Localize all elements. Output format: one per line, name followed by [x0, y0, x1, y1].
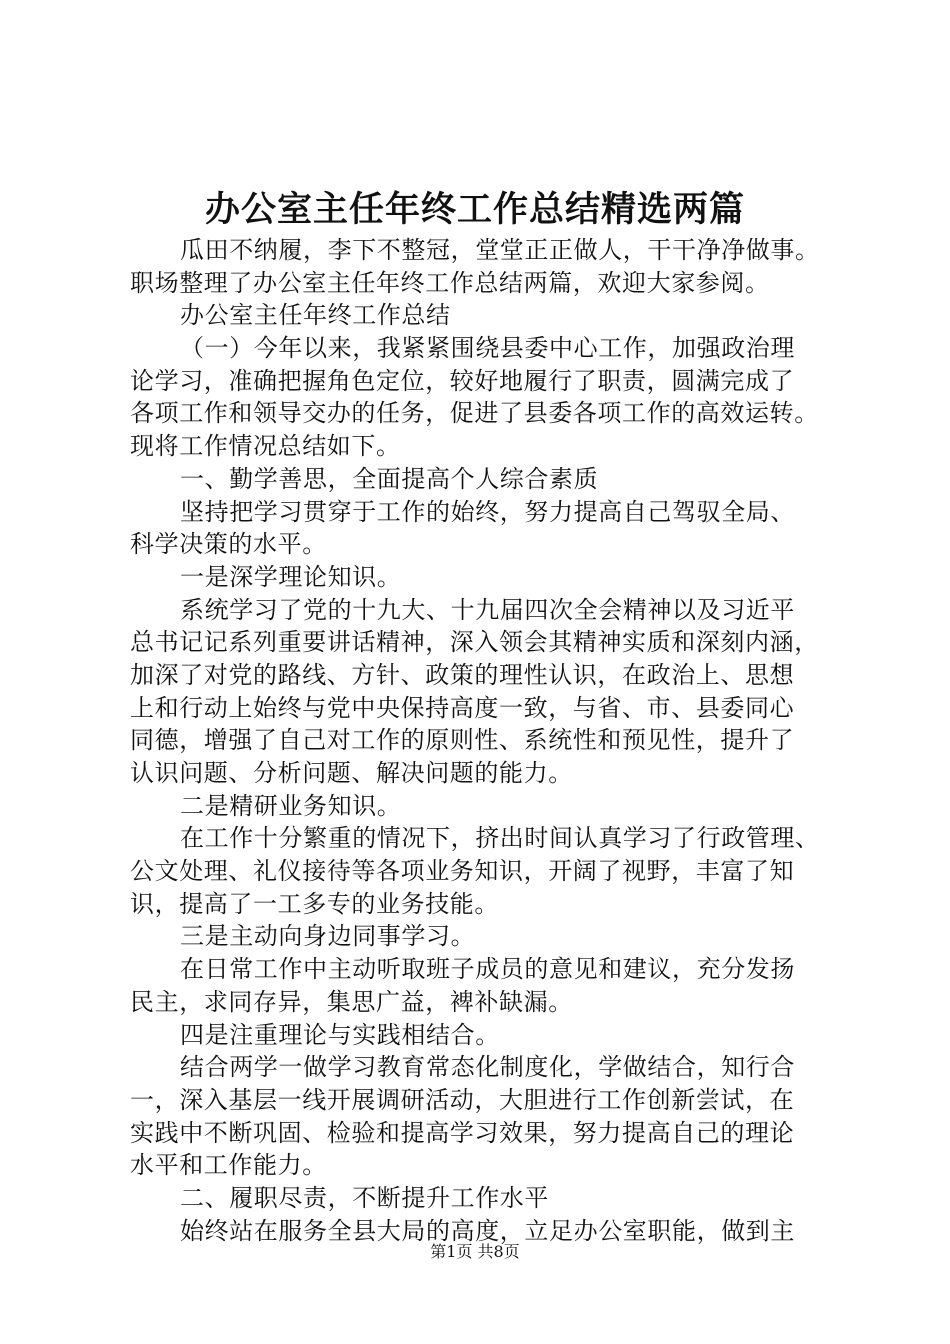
text-line: 二、履职尽责，不断提升工作水平 — [180, 1183, 549, 1212]
text-line: 一，深入基层一线开展调研活动，大胆进行工作创新尝试，在 — [130, 1085, 795, 1114]
text-line: 论学习，准确把握角色定位，较好地履行了职责，圆满完成了 — [130, 366, 795, 395]
text-line: 瓜田不纳履，李下不整冠，堂堂正正做人，干干净净做事。 — [180, 236, 820, 264]
text-line: 公文处理、礼仪接待等各项业务知识，开阔了视野，丰富了知 — [130, 857, 795, 886]
text-line: 系统学习了党的十九大、十九届四次全会精神以及习近平 — [180, 595, 795, 624]
text-line: 坚持把学习贯穿于工作的始终，努力提高自己驾驭全局、 — [180, 497, 795, 526]
text-line: 一是深学理论知识。 — [180, 562, 402, 591]
text-line: 总书记记系列重要讲话精神，深入领会其精神实质和深刻内涵， — [130, 628, 819, 657]
text-line: （一）今年以来，我紧紧围绕县委中心工作，加强政治理 — [180, 334, 795, 363]
text-line: 在工作十分繁重的情况下，挤出时间认真学习了行政管理、 — [180, 824, 820, 853]
text-line: 现将工作情况总结如下。 — [130, 432, 401, 461]
document-body — [130, 234, 850, 1247]
text-line: 上和行动上始终与党中央保持高度一致，与省、市、县委同心 — [130, 693, 795, 722]
text-line: 结合两学一做学习教育常态化制度化，学做结合，知行合 — [180, 1053, 795, 1082]
text-line: 职场整理了办公室主任年终工作总结两篇，欢迎大家参阅。 — [130, 268, 770, 297]
text-line: 加深了对党的路线、方针、政策的理性认识，在政治上、思想 — [130, 660, 795, 689]
text-line: 水平和工作能力。 — [130, 1151, 327, 1180]
text-line: 办公室主任年终工作总结 — [180, 301, 451, 330]
text-line: 科学决策的水平。 — [130, 530, 327, 559]
text-line: 识，提高了一工多专的业务技能。 — [130, 889, 499, 918]
text-line: 三是主动向身边同事学习。 — [180, 922, 476, 951]
document-title: 办公室主任年终工作总结精选两篇 — [204, 189, 745, 230]
text-line: 认识问题、分析问题、解决问题的能力。 — [130, 759, 573, 787]
text-line: 四是注重理论与实践相结合。 — [180, 1020, 500, 1049]
text-line: 民主，求同存异，集思广益，裨补缺漏。 — [130, 987, 573, 1016]
text-line: 始终站在服务全县大局的高度，立足办公室职能，做到主 — [180, 1216, 795, 1245]
text-line: 二是精研业务知识。 — [180, 791, 402, 820]
text-line: 在日常工作中主动听取班子成员的意见和建议，充分发扬 — [180, 955, 795, 984]
text-line: 一、勤学善思，全面提高个人综合素质 — [180, 464, 599, 493]
text-line: 各项工作和领导交办的任务，促进了县委各项工作的高效运转。 — [130, 399, 819, 428]
page-footer: 第1页 共8页 — [430, 1242, 520, 1261]
text-line: 实践中不断巩固、检验和提高学习效果，努力提高自己的理论 — [130, 1118, 795, 1147]
text-line: 同德，增强了自己对工作的原则性、系统性和预见性，提升了 — [130, 726, 795, 755]
